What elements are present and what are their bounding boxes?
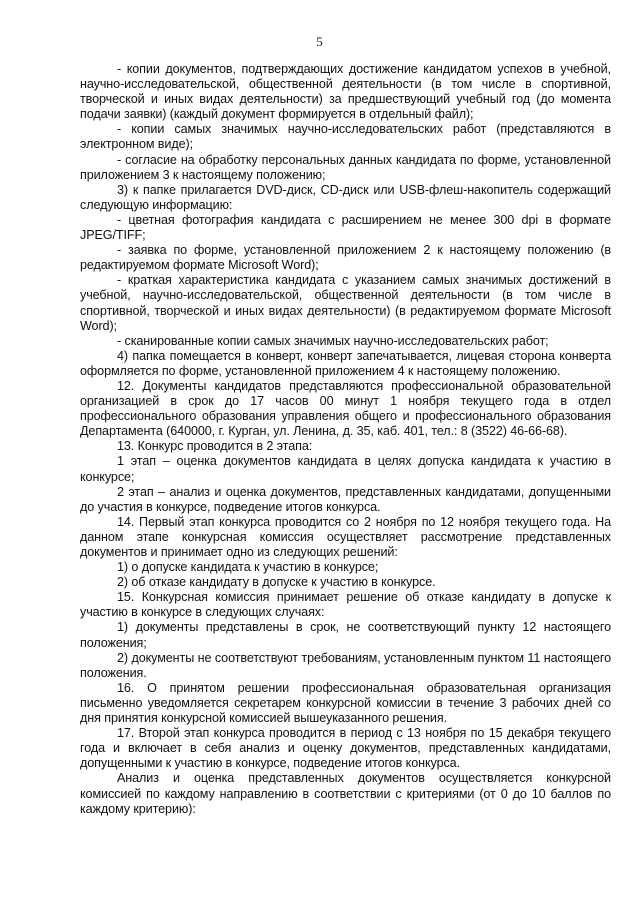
paragraph: - цветная фотография кандидата с расширением не менее 300 dpi в формате JPEG/TIFF; bbox=[80, 212, 611, 243]
paragraph: 12. Документы кандидатов представляются профессиональной образовательной организацией в срок до 17 часов 00 минут 1 ноября текущего года в отдел профессионального образования управления общего и профессионального образования Департамента (640000, г. Курган, ул. Ленина, д. 35, каб. 401, тел.: 8 (3522) 46-66-68). bbox=[80, 378, 611, 439]
paragraph: Анализ и оценка представленных документов осуществляется конкурсной комиссией по каждому направлению в соответствии с критериями (от 0 до 10 баллов по каждому критерию): bbox=[80, 771, 611, 816]
paragraph: 15. Конкурсная комиссия принимает решение об отказе кандидату в допуске к участию в конкурсе в следующих случаях: bbox=[80, 590, 611, 620]
paragraph: 17. Второй этап конкурса проводится в период с 13 ноября по 15 декабря текущего года и включает в себя анализ и оценку документов, представленных кандидатами, допущенными к участию в конкурсе, подведение итогов конкурса. bbox=[80, 726, 611, 771]
paragraph: 13. Конкурс проводится в 2 этапа: bbox=[117, 439, 313, 454]
paragraph: 4) папка помещается в конверт, конверт запечатывается, лицевая сторона конверта оформляется по форме, установленной приложением 4 к настоящему положению. bbox=[80, 348, 611, 378]
document-body bbox=[80, 62, 611, 817]
paragraph: 2) документы не соответствуют требованиям, установленным пунктом 11 настоящего положения. bbox=[80, 650, 611, 680]
paragraph: 1) о допуске кандидата к участию в конкурсе; bbox=[117, 560, 379, 575]
paragraph: - копии документов, подтверждающих достижение кандидатом успехов в учебной, научно-исследовательской, общественной деятельности (в том числе в спортивной, творческой и иных видах деятельности) за предшествующий учебный год (до момента подачи заявки) (каждый документ формируется в отдельный файл); bbox=[80, 62, 611, 122]
paragraph: 3) к папке прилагается DVD-диск, CD-диск или USB-флеш-накопитель содержащий следующую информацию: bbox=[80, 182, 611, 212]
paragraph: - копии самых значимых научно-исследовательских работ (представляются в электронном виде); bbox=[80, 122, 611, 152]
paragraph: 1 этап – оценка документов кандидата в целях допуска кандидата к участию в конкурсе; bbox=[80, 454, 611, 484]
paragraph: 2) об отказе кандидату в допуске к участию в конкурсе. bbox=[117, 575, 436, 590]
paragraph: 2 этап – анализ и оценка документов, представленных кандидатами, допущенными до участия в конкурсе, подведение итогов конкурса. bbox=[80, 484, 611, 514]
paragraph: 1) документы представлены в срок, не соответствующий пункту 12 настоящего положения; bbox=[80, 620, 611, 650]
paragraph: - сканированные копии самых значимых научно-исследовательских работ; bbox=[117, 333, 549, 348]
paragraph: 16. О принятом решении профессиональная образовательная организация письменно уведомляется секретарем конкурсной комиссии в течение 3 рабочих дней со дня принятия конкурсной комиссией вышеуказанного решения. bbox=[80, 680, 611, 726]
page-number: 5 bbox=[316, 34, 323, 49]
paragraph: 14. Первый этап конкурса проводится со 2 ноября по 12 ноября текущего года. На данном этапе конкурсная комиссия осуществляет рассмотрение представленных документов и принимает одно из следующих решений: bbox=[80, 514, 611, 559]
paragraph: - согласие на обработку персональных данных кандидата по форме, установленной приложением 3 к настоящему положению; bbox=[80, 152, 611, 182]
paragraph: - заявка по форме, установленной приложением 2 к настоящему положению (в редактируемом формате Microsoft Word); bbox=[80, 243, 611, 273]
paragraph: - краткая характеристика кандидата с указанием самых значимых достижений в учебной, научно-исследовательской, общественной деятельности (в том числе в спортивной, творческой и иных видах деятельности) (в редактируемом формате Microsoft Word); bbox=[80, 273, 611, 333]
